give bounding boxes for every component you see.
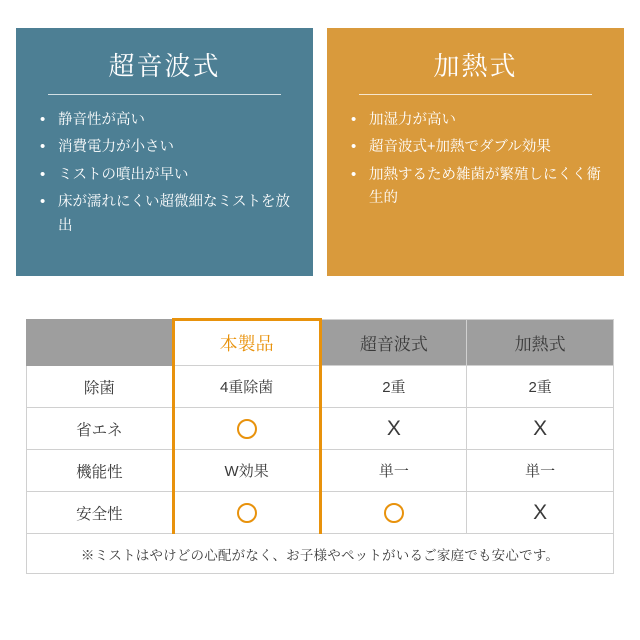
table-header-heating: 加熱式 bbox=[467, 320, 614, 366]
list-item: • 加熱するため雑菌が繁殖しにくく衛生的 bbox=[349, 164, 608, 211]
table-header-ultrasonic: 超音波式 bbox=[320, 320, 467, 366]
panel-heating-title: 加熱式 bbox=[343, 46, 608, 95]
cross-mark-icon: X bbox=[533, 500, 548, 524]
list-item: • 加湿力が高い bbox=[349, 109, 608, 132]
row-label: 安全性 bbox=[27, 492, 174, 534]
cell-product bbox=[173, 492, 320, 534]
panel-ultrasonic-list bbox=[32, 109, 297, 242]
panel-heating bbox=[327, 28, 624, 276]
comparison-table-wrap bbox=[16, 318, 624, 574]
cell-ultrasonic bbox=[320, 492, 467, 534]
cell-heating: 単一 bbox=[467, 450, 614, 492]
table-corner-cell bbox=[27, 320, 174, 366]
table-note-row bbox=[27, 534, 614, 574]
cell-product: W効果 bbox=[173, 450, 320, 492]
row-label: 除菌 bbox=[27, 366, 174, 408]
list-item: • 静音性が高い bbox=[38, 109, 297, 132]
table-row bbox=[27, 492, 614, 534]
feature-panels bbox=[16, 28, 624, 276]
comparison-table bbox=[26, 318, 614, 574]
table-head bbox=[27, 320, 614, 366]
table-body bbox=[27, 366, 614, 574]
table-note: ※ミストはやけどの心配がなく、お子様やペットがいるご家庭でも安心です。 bbox=[27, 534, 614, 574]
panel-ultrasonic-title: 超音波式 bbox=[32, 46, 297, 95]
table-row bbox=[27, 450, 614, 492]
panel-heating-list bbox=[343, 109, 608, 215]
table-row bbox=[27, 366, 614, 408]
cell-heating bbox=[467, 408, 614, 450]
table-header-row bbox=[27, 320, 614, 366]
circle-mark-icon bbox=[384, 503, 404, 523]
circle-mark-icon bbox=[237, 503, 257, 523]
panel-ultrasonic bbox=[16, 28, 313, 276]
cell-ultrasonic: 単一 bbox=[320, 450, 467, 492]
list-item: • ミストの噴出が早い bbox=[38, 164, 297, 187]
cell-heating: 2重 bbox=[467, 366, 614, 408]
row-label: 機能性 bbox=[27, 450, 174, 492]
cell-product bbox=[173, 408, 320, 450]
list-item: • 消費電力が小さい bbox=[38, 136, 297, 159]
cell-product: 4重除菌 bbox=[173, 366, 320, 408]
table-row bbox=[27, 408, 614, 450]
cross-mark-icon: X bbox=[386, 416, 401, 440]
cell-ultrasonic: 2重 bbox=[320, 366, 467, 408]
list-item: • 超音波式+加熱でダブル効果 bbox=[349, 136, 608, 159]
cell-ultrasonic bbox=[320, 408, 467, 450]
row-label: 省エネ bbox=[27, 408, 174, 450]
table-header-product: 本製品 bbox=[173, 320, 320, 366]
list-item: • 床が濡れにくい超微細なミストを放出 bbox=[38, 191, 297, 238]
cross-mark-icon: X bbox=[533, 416, 548, 440]
circle-mark-icon bbox=[237, 419, 257, 439]
cell-heating bbox=[467, 492, 614, 534]
